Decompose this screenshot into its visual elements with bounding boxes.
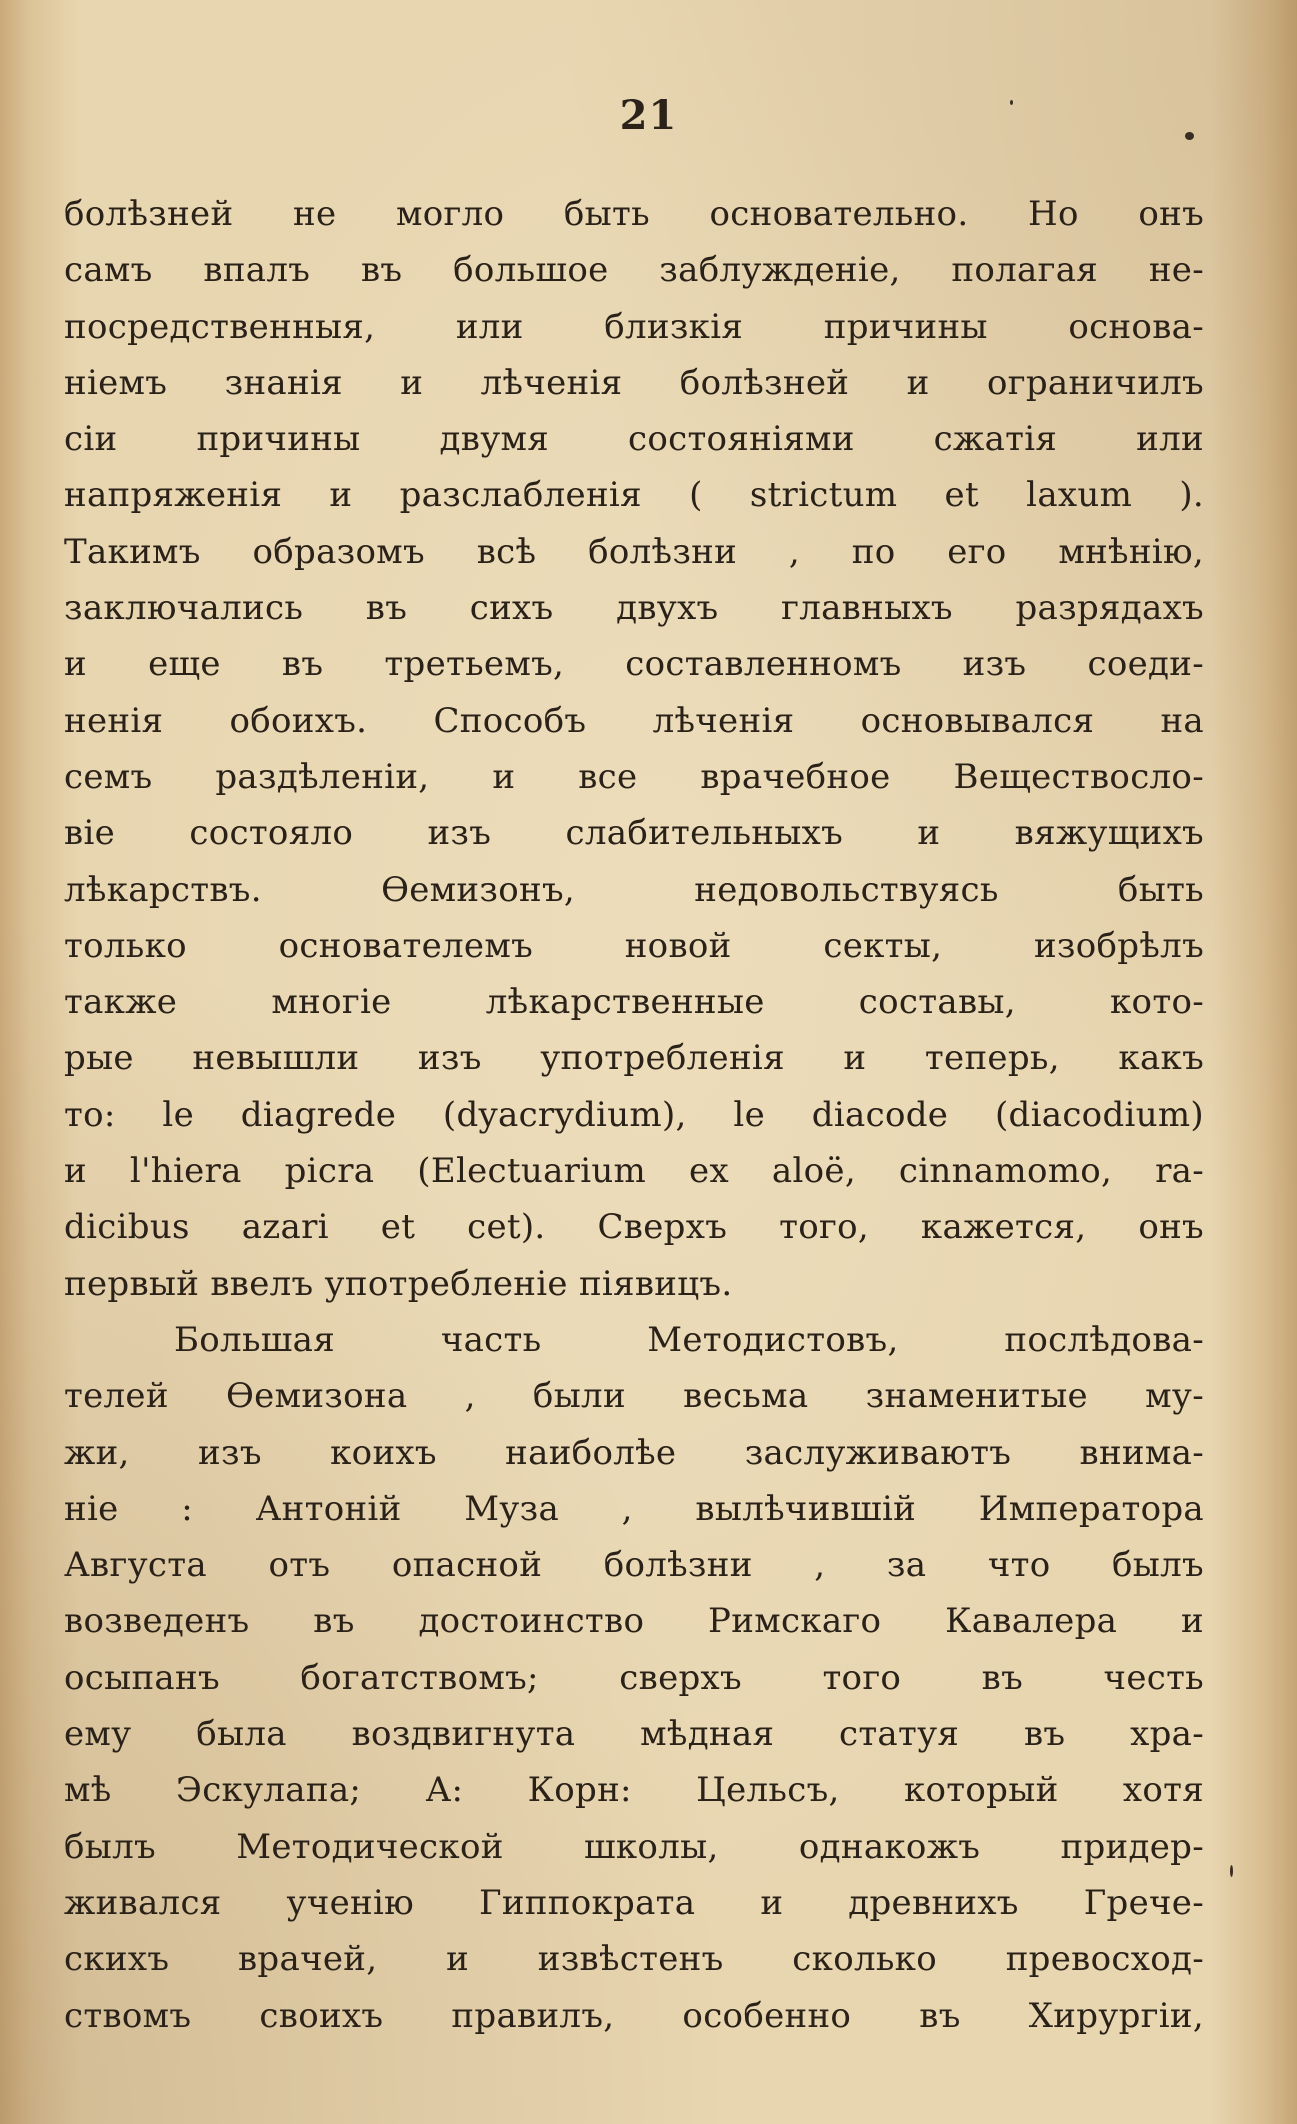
text-line: жи, изъ коихъ наиболѣе заслуживаютъ внима- — [64, 1432, 1204, 1473]
text-line: рые невышли изъ употребленія и теперь, какъ — [64, 1038, 1204, 1079]
text-line: только основателемъ новой секты, изобрѣлъ — [64, 925, 1204, 966]
text-line: осыпанъ богатствомъ; сверхъ того въ честь — [64, 1657, 1204, 1698]
text-line: живался ученію Гиппократа и древнихъ Грече- — [64, 1882, 1204, 1923]
text-line: самъ впалъ въ большое заблужденіе, полагая не- — [64, 250, 1204, 291]
text-line: Такимъ образомъ всѣ болѣзни , по его мнѣнію, — [64, 531, 1204, 572]
ink-speck — [1185, 132, 1194, 140]
text-line: ему была воздвигнута мѣдная статуя въ хра- — [64, 1714, 1204, 1755]
text-line: ненія обоихъ. Способъ лѣченія основывался на — [64, 700, 1204, 741]
text-line: заключались въ сихъ двухъ главныхъ разрядахъ — [64, 588, 1204, 629]
text-line: возведенъ въ достоинство Римскаго Кавалера и — [64, 1601, 1204, 1642]
text-line: Августа отъ опасной болѣзни , за что былъ — [64, 1545, 1204, 1586]
text-line: и l'hiera picra (Electuarium ex aloë, cinnamomo, ra- — [64, 1151, 1204, 1192]
text-line: ствомъ своихъ правилъ, особенно въ Хирургіи, — [64, 1995, 1204, 2036]
text-line: ніемъ знанія и лѣченія болѣзней и ограничилъ — [64, 362, 1204, 403]
text-line: напряженія и разслабленія ( strictum et laxum ). — [64, 475, 1204, 516]
page-number: 21 — [619, 92, 678, 139]
text-line: болѣзней не могло быть основательно. Но онъ — [64, 194, 1204, 234]
text-line: скихъ врачей, и извѣстенъ сколько превосход- — [64, 1939, 1204, 1980]
text-line: также многіе лѣкарственные составы, кото- — [64, 982, 1204, 1023]
text-line: и еще въ третьемъ, составленномъ изъ соеди- — [64, 644, 1204, 685]
text-line: первый ввелъ употребленіе піявицъ. — [64, 1263, 733, 1304]
ink-speck — [1010, 100, 1013, 105]
paragraph-first-line: Большая часть Методистовъ, послѣдова- — [174, 1319, 1204, 1360]
text-line: лѣкарствъ. Ѳемизонъ, недовольствуясь быть — [64, 869, 1204, 910]
text-line: семъ раздѣленіи, и все врачебное Веществосло- — [64, 756, 1204, 797]
text-line: былъ Методической школы, однакожъ придер- — [64, 1826, 1204, 1867]
text-line: то: le diagrede (dyacrydium), le diacode (diacodium) — [64, 1094, 1204, 1135]
text-line: віе состояло изъ слабительныхъ и вяжущихъ — [64, 813, 1204, 854]
text-line: посредственныя, или близкія причины основа- — [64, 306, 1204, 347]
text-line: мѣ Эскулапа; А: Корн: Цельсъ, который хотя — [64, 1770, 1204, 1811]
text-line: сіи причины двумя состояніями сжатія или — [64, 419, 1204, 460]
text-line: dicibus azari et cet). Сверхъ того, кажется, онъ — [64, 1207, 1204, 1248]
text-line: телей Ѳемизона , были весьма знаменитые му- — [64, 1376, 1204, 1417]
text-line: ніе : Антоній Муза , вылѣчившій Императора — [64, 1488, 1204, 1529]
ink-speck — [1230, 1865, 1233, 1877]
body-text — [64, 186, 1204, 2044]
